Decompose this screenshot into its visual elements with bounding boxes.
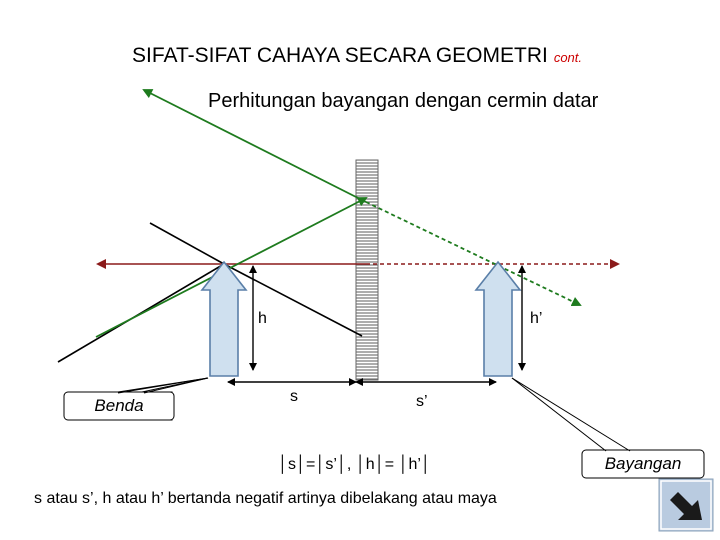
image-arrow xyxy=(476,262,520,376)
callout-bayangan-label: Bayangan xyxy=(604,454,682,473)
ray-green-virtual xyxy=(366,202,580,305)
equality-formula: │s│=│s’│, │h│= │h’│ xyxy=(278,456,431,473)
title-text: SIFAT-SIFAT CAHAYA SECARA GEOMETRI xyxy=(132,44,548,67)
label-h: h xyxy=(258,310,267,327)
ray-green-reflected xyxy=(144,90,366,202)
callout-benda-pointer-a xyxy=(118,378,208,393)
callout-benda-pointer-b xyxy=(144,378,208,393)
return-button[interactable] xyxy=(658,478,714,532)
callout-bayangan-pointer-a xyxy=(512,378,606,451)
page-subtitle: Perhitungan bayangan dengan cermin datar xyxy=(208,90,599,112)
sign-convention-note: s atau s’, h atau h’ bertanda negatif artinya dibelakang atau maya xyxy=(34,490,497,507)
callout-bayangan-pointer-b xyxy=(512,378,630,451)
title-cont: cont. xyxy=(553,50,583,65)
callout-benda-label: Benda xyxy=(94,396,144,415)
ray-black-reflect-a xyxy=(224,264,362,336)
plane-mirror xyxy=(356,160,378,380)
label-s: s xyxy=(290,388,298,405)
return-arrow-icon xyxy=(658,478,714,532)
ray-black-incident xyxy=(150,223,224,264)
label-h-prime: h’ xyxy=(530,310,543,327)
label-s-prime: s’ xyxy=(416,393,428,410)
